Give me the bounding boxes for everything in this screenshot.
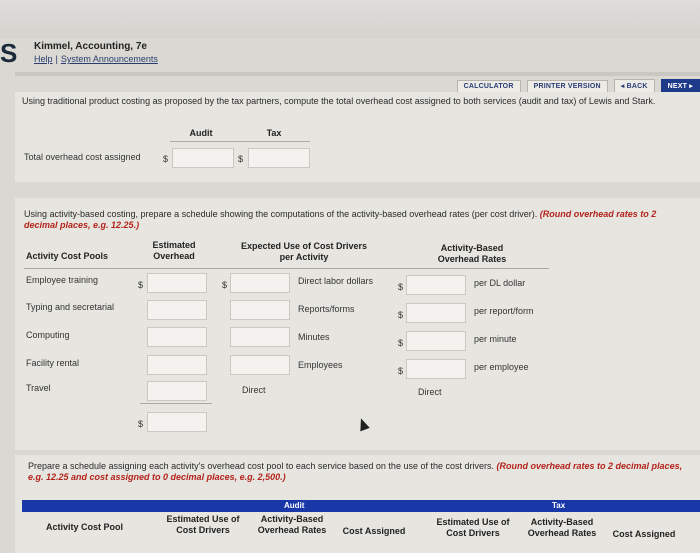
computing-driver-label: Minutes xyxy=(298,332,330,342)
part3-rounding-note: (Round overhead rates to 2 decimal places, e.g. 12.25 and cost assigned to 0 decimal places, e.g. 2,500.) xyxy=(28,461,683,482)
facility-rental-driver-input[interactable] xyxy=(230,355,290,375)
dollar-sign: $ xyxy=(138,280,144,290)
travel-driver-label: Direct xyxy=(242,385,266,395)
audit-dollar-sign: $ xyxy=(163,154,169,164)
publisher-logo: S xyxy=(0,38,18,68)
facility-rental-per-label: per employee xyxy=(474,362,529,372)
total-underline xyxy=(140,403,212,404)
service-header-bar xyxy=(22,500,700,512)
part2-instruction-text: Using activity-based costing, prepare a schedule showing the computations of the activity-based overhead rates (per cost driver). xyxy=(24,209,538,219)
activity-rates-panel xyxy=(15,198,700,450)
employee-training-driver-label: Direct labor dollars xyxy=(298,276,374,286)
typing-secretarial-per-label: per report/form xyxy=(474,306,534,316)
computing-overhead-input[interactable] xyxy=(147,327,207,347)
tax-total-overhead-input[interactable] xyxy=(248,148,310,168)
audit-cost-assigned-header: Cost Assigned xyxy=(342,526,406,536)
header-links xyxy=(34,54,158,64)
browser-top-area xyxy=(0,0,700,38)
typing-secretarial-label: Typing and secretarial xyxy=(26,302,115,312)
tax-estimated-use-header: Estimated Use of Cost Drivers xyxy=(436,517,510,538)
audit-column-header: Audit xyxy=(189,128,213,138)
part1-instruction: Using traditional product costing as proposed by the tax partners, compute the total overhead cost assigned to both services (audit and tax) of Lewis and Stark. xyxy=(22,96,656,106)
audit-rates-header: Activity-Based Overhead Rates xyxy=(257,514,327,535)
facility-rental-overhead-input[interactable] xyxy=(147,355,207,375)
computing-label: Computing xyxy=(26,330,70,340)
next-button[interactable]: NEXT ▸ xyxy=(661,79,700,93)
tax-cost-assigned-header: Cost Assigned xyxy=(612,529,676,539)
tax-dollar-sign: $ xyxy=(238,154,244,164)
employee-training-driver-input[interactable] xyxy=(230,273,290,293)
header-underline xyxy=(170,141,310,142)
activity-cost-pool-header: Activity Cost Pool xyxy=(46,522,124,532)
tax-rates-header: Activity-Based Overhead Rates xyxy=(527,517,597,538)
facility-rental-driver-label: Employees xyxy=(298,360,343,370)
estimated-overhead-header: Estimated Overhead xyxy=(152,240,196,261)
typing-secretarial-driver-label: Reports/forms xyxy=(298,304,355,314)
total-estimated-overhead-input[interactable] xyxy=(147,412,207,432)
system-announcements-link[interactable]: System Announcements xyxy=(60,54,158,64)
total-overhead-label: Total overhead cost assigned xyxy=(24,152,141,162)
activity-based-rates-header: Activity-Based Overhead Rates xyxy=(437,243,507,264)
expected-use-header: Expected Use of Cost Drivers per Activity xyxy=(240,241,368,262)
dollar-sign: $ xyxy=(398,282,404,292)
audit-total-overhead-input[interactable] xyxy=(172,148,234,168)
help-link[interactable]: Help xyxy=(34,54,53,64)
total-dollar-sign: $ xyxy=(138,419,144,429)
back-button[interactable]: ◂ BACK xyxy=(614,79,655,93)
typing-secretarial-driver-input[interactable] xyxy=(230,300,290,320)
table-header-underline xyxy=(24,268,549,269)
header-divider xyxy=(15,72,700,76)
typing-secretarial-overhead-input[interactable] xyxy=(147,300,207,320)
audit-header: Audit xyxy=(284,501,305,510)
employee-training-per-label: per DL dollar xyxy=(474,278,526,288)
travel-rate-label: Direct xyxy=(418,387,442,397)
facility-rental-label: Facility rental xyxy=(26,358,80,368)
employee-training-label: Employee training xyxy=(26,275,99,285)
facility-rental-rate-input[interactable] xyxy=(406,359,466,379)
travel-overhead-input[interactable] xyxy=(147,381,207,401)
dollar-sign: $ xyxy=(398,366,404,376)
dollar-sign: $ xyxy=(398,310,404,320)
part3-instruction-text: Prepare a schedule assigning each activity's overhead cost pool to each service based on the use of the cost drivers. xyxy=(28,461,494,471)
tax-header: Tax xyxy=(552,501,566,510)
part3-instruction xyxy=(28,461,688,483)
link-separator: | xyxy=(55,54,58,64)
tax-column-header: Tax xyxy=(266,128,282,138)
travel-label: Travel xyxy=(26,383,51,393)
book-title: Kimmel, Accounting, 7e xyxy=(34,41,147,52)
audit-estimated-use-header: Estimated Use of Cost Drivers xyxy=(166,514,240,535)
part2-instruction xyxy=(24,209,684,231)
computing-driver-input[interactable] xyxy=(230,327,290,347)
printer-version-button[interactable]: PRINTER VERSION xyxy=(527,80,608,93)
typing-secretarial-rate-input[interactable] xyxy=(406,303,466,323)
activity-cost-pools-header: Activity Cost Pools xyxy=(26,251,109,261)
calculator-button[interactable]: CALCULATOR xyxy=(457,80,521,93)
computing-rate-input[interactable] xyxy=(406,331,466,351)
employee-training-rate-input[interactable] xyxy=(406,275,466,295)
employee-training-overhead-input[interactable] xyxy=(147,273,207,293)
dollar-sign: $ xyxy=(222,280,228,290)
computing-per-label: per minute xyxy=(474,334,517,344)
dollar-sign: $ xyxy=(398,338,404,348)
part2-rounding-note: (Round overhead rates to 2 decimal places, e.g. 12.25.) xyxy=(24,209,657,230)
